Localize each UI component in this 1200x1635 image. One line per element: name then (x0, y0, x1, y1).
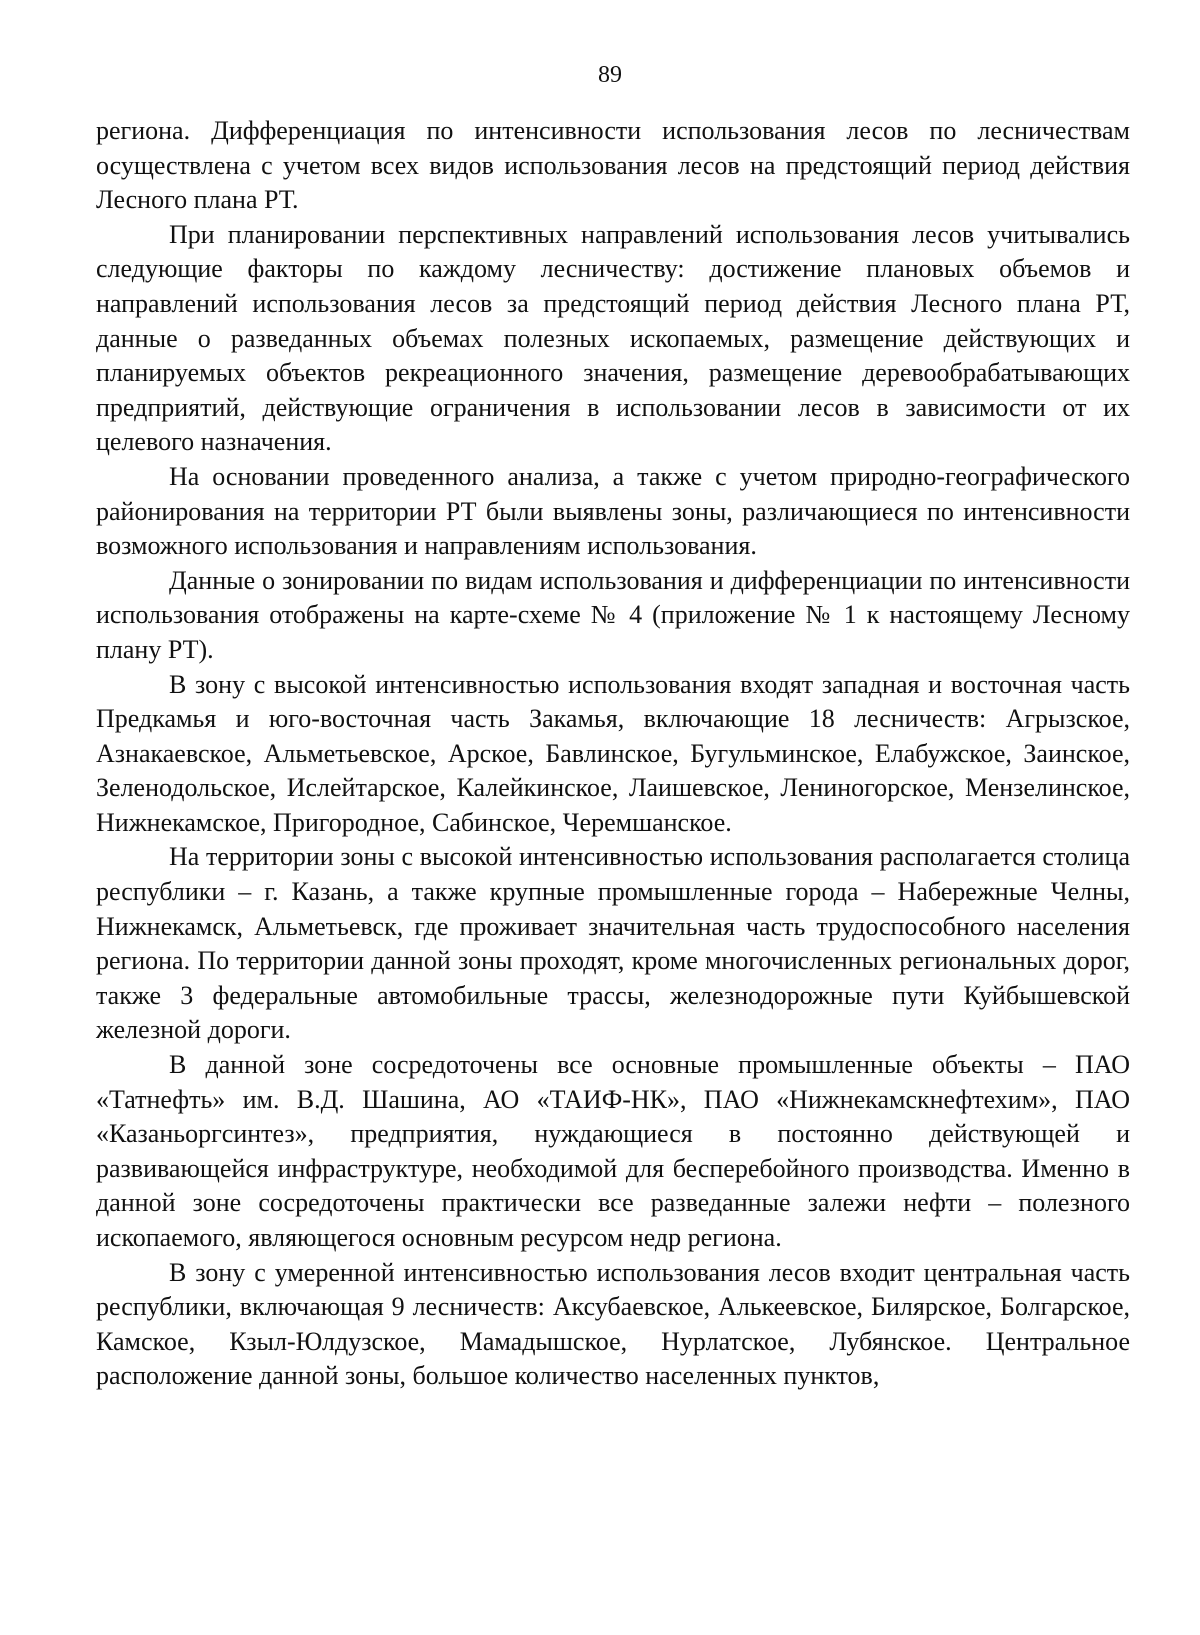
paragraph-zoning-map: Данные о зонировании по видам использования и дифференциации по интенсивности использования отображены на карте-схеме № 4 (приложение № 1 к настоящему Лесному плану РТ). (96, 565, 1130, 664)
document-body (96, 114, 1130, 1394)
paragraph-continuation: региона. Дифференциация по интенсивности использования лесов по лесничествам осуществлена с учетом всех видов использования лесов на предстоящий период действия Лесного плана РТ. (96, 116, 1130, 215)
paragraph-high-zone-territory: На территории зоны с высокой интенсивностью использования располагается столица республики – г. Казань, а также крупные промышленные города – Набережные Челны, Нижнекамск, Альметьевск, где проживает значительная часть трудоспособного населения региона. По территории данной зоны проходят, кроме многочисленных региональных дорог, также 3 федеральные автомобильные трассы, железнодорожные пути Куйбышевской железной дороги. (96, 842, 1130, 1045)
paragraph-planning-factors: При планировании перспективных направлений использования лесов учитывались следующие факторы по каждому лесничеству: достижение плановых объемов и направлений использования лесов за предстоящий период действия Лесного плана РТ, данные о разведанных объемах полезных ископаемых, размещение действующих и планируемых объектов рекреационного значения, размещение деревообрабатывающих предприятий, действующие ограничения в использовании лесов в зависимости от их целевого назначения. (96, 219, 1130, 457)
paragraph-moderate-intensity-zone: В зону с умеренной интенсивностью использования лесов входит центральная часть республики, включающая 9 лесничеств: Аксубаевское, Алькеевское, Билярское, Болгарское, Камское, Кзыл-Юлдузское, Мамадышское, Нурлатское, Лубянское. Центральное расположение данной зоны, большое количество населенных пунктов, (96, 1257, 1130, 1391)
paragraph-high-intensity-zone: В зону с высокой интенсивностью использования входят западная и восточная часть Предкамья и юго-восточная часть Закамья, включающие 18 лесничеств: Агрызское, Азнакаевское, Альметьевское, Арское, Бавлинское, Бугульминское, Елабужское, Заинское, Зеленодольское, Ислейтарское, Калейкинское, Лаишевское, Лениногорское, Мензелинское, Нижнекамское, Пригородное, Сабинское, Черемшанское. (96, 669, 1130, 837)
paragraph-industrial-objects: В данной зоне сосредоточены все основные промышленные объекты – ПАО «Татнефть» им. В.Д. Шашина, АО «ТАИФ-НК», ПАО «Нижнекамскнефтехим», ПАО «Казаньоргсинтез», предприятия, нуждающиеся в постоянно действующей и развивающейся инфраструктуре, необходимой для бесперебойного производства. Именно в данной зоне сосредоточены практически все разведанные залежи нефти – полезного ископаемого, являющегося основным ресурсом недр региона. (96, 1050, 1130, 1252)
paragraph-zones-identified: На основании проведенного анализа, а также с учетом природно-географического районирования на территории РТ были выявлены зоны, различающиеся по интенсивности возможного использования и направлениям использования. (96, 461, 1130, 561)
page-number: 89 (598, 62, 622, 88)
